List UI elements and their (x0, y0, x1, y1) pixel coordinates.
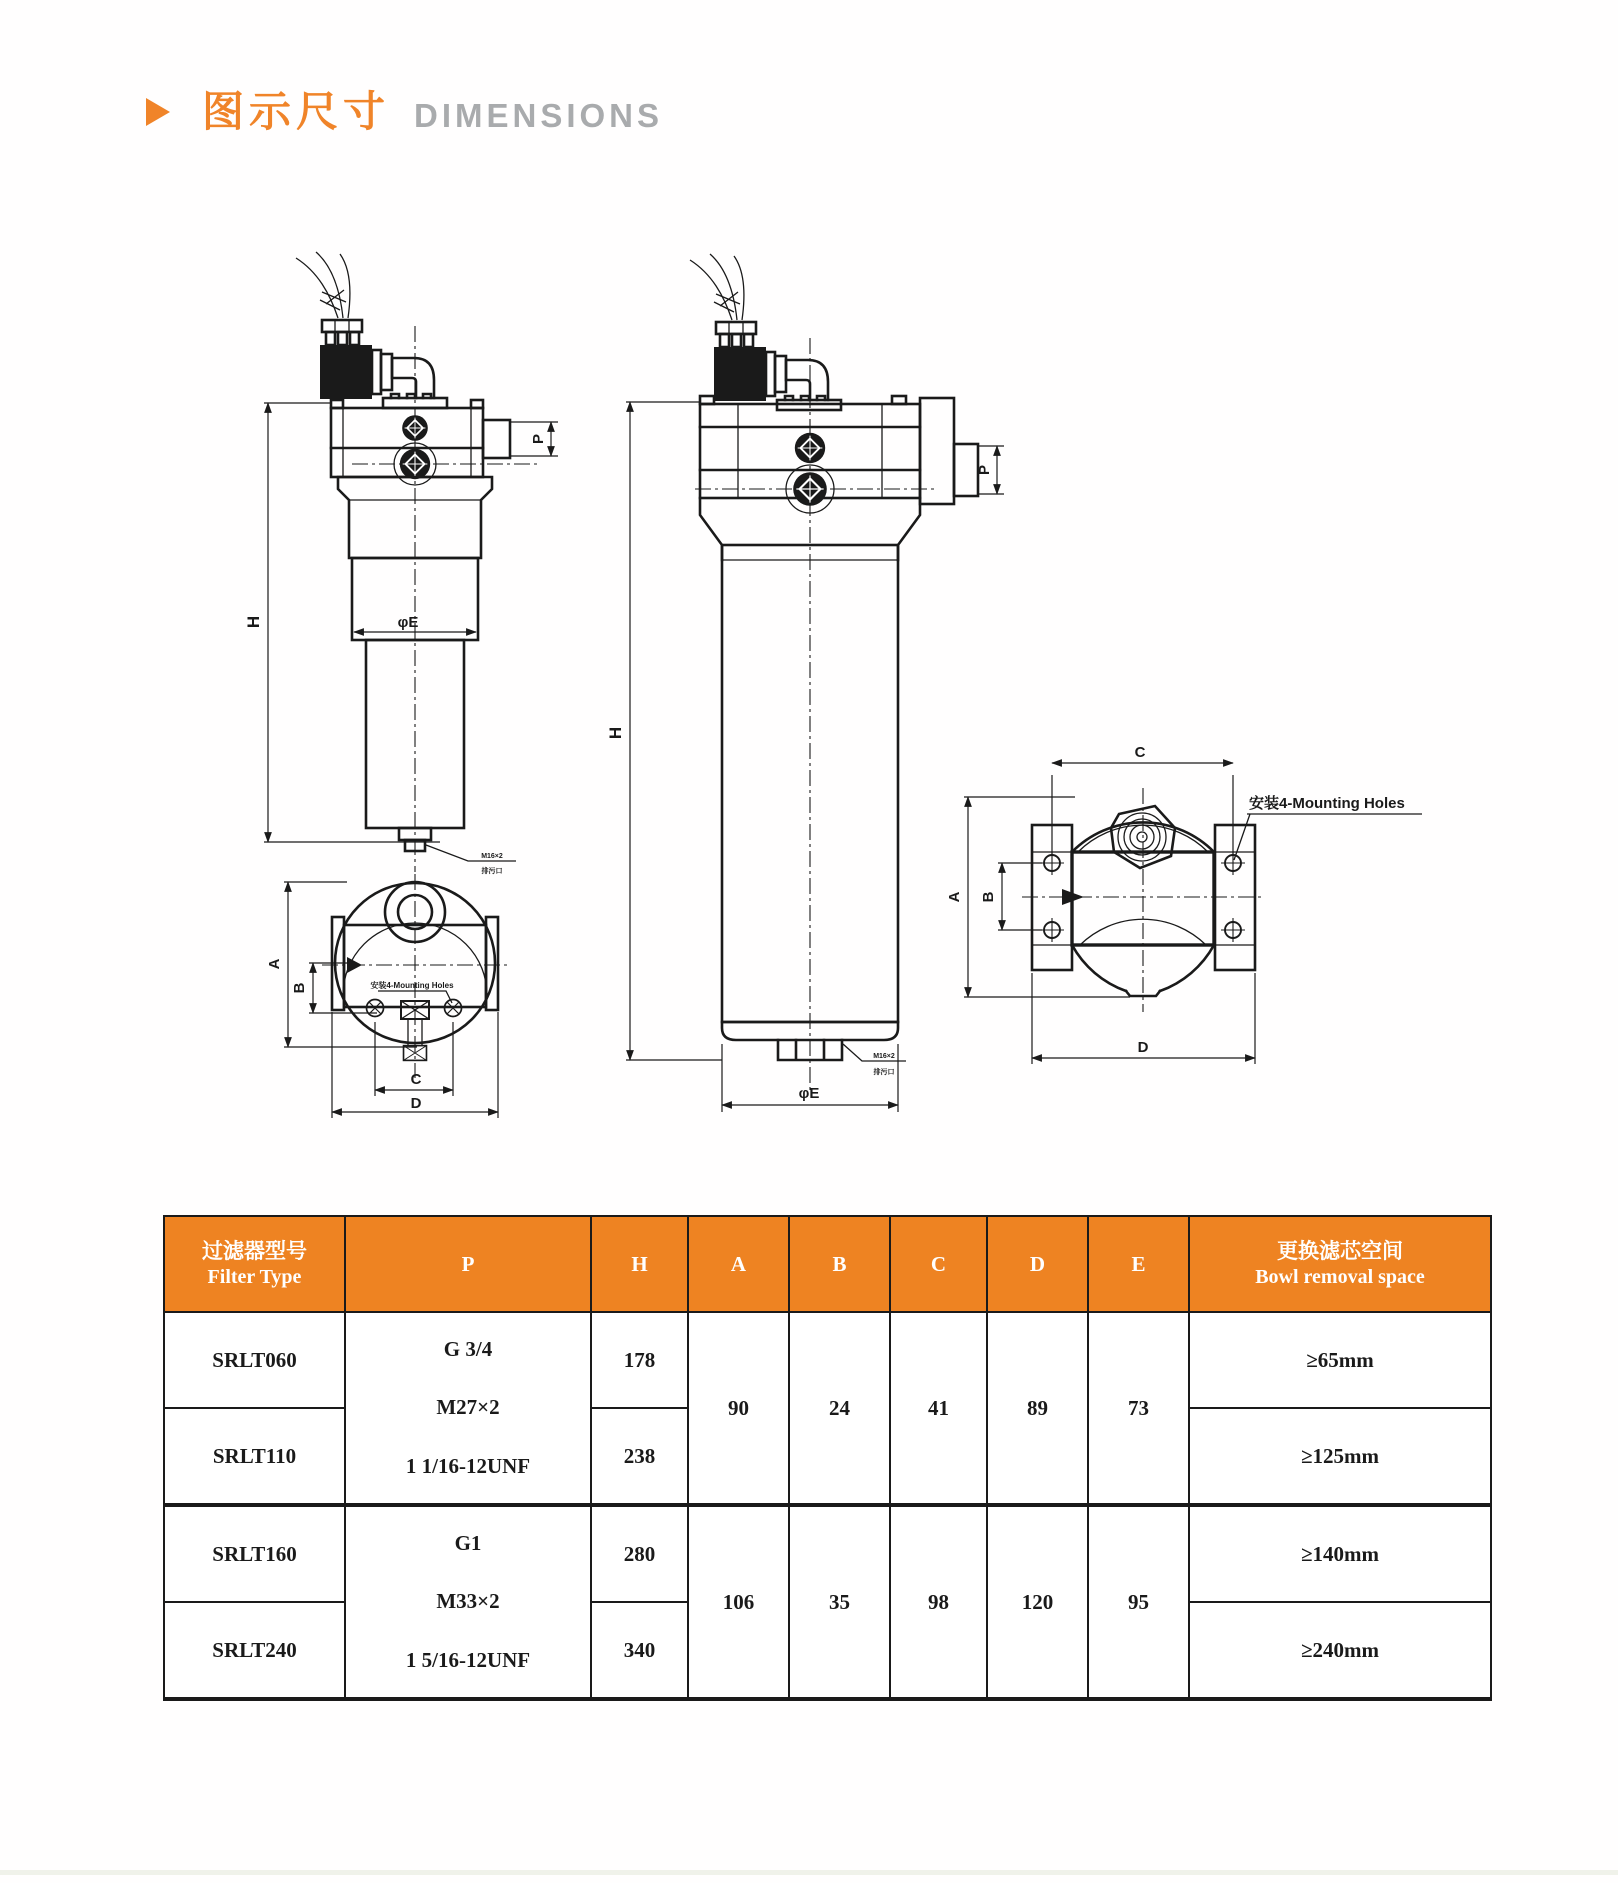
cell-c: 41 (890, 1312, 987, 1505)
cell-bowl-space: ≥240mm (1189, 1602, 1491, 1699)
dim-label-p2: P (976, 464, 993, 476)
col-header-h: H (591, 1216, 688, 1312)
dim-label-b: B (291, 982, 308, 994)
port-thread-line: G1 (454, 1530, 482, 1555)
cell-c: 98 (890, 1505, 987, 1699)
cell-b: 24 (789, 1312, 890, 1505)
port-thread-line: 1 1/16-12UNF (405, 1454, 531, 1479)
dim-label-h: H (244, 615, 263, 629)
table-header-row (164, 1216, 1491, 1312)
cell-bowl-space: ≥65mm (1189, 1312, 1491, 1408)
cell-b: 35 (789, 1505, 890, 1699)
col-header-b: B (789, 1216, 890, 1312)
port-thread-line: M27×2 (436, 1395, 500, 1420)
mounting-holes-label: 安装4-Mounting Holes (1249, 795, 1405, 812)
drawing-side-view-small (244, 252, 558, 875)
drain-note2-line1: M16×2 (873, 1053, 895, 1060)
cell-d: 89 (987, 1312, 1088, 1505)
dim-label-p: P (530, 433, 547, 445)
cell-bowl-space: ≥140mm (1189, 1505, 1491, 1602)
dimensions-table (163, 1215, 1492, 1701)
drain-note-line1: M16×2 (481, 853, 503, 860)
dim-label-d2: D (1137, 1039, 1149, 1056)
drain-note-line2: 排污口 (481, 868, 503, 875)
col-header-p: P (345, 1216, 591, 1312)
mounting-holes-note-small: 安装4-Mounting Holes (370, 981, 454, 990)
cell-h: 280 (591, 1505, 688, 1602)
cell-e: 73 (1088, 1312, 1189, 1505)
dim-label-a: A (266, 958, 283, 970)
col-header-filter-type-zh: 过滤器型号 (202, 1239, 307, 1263)
dim-label-h2: H (606, 726, 625, 740)
cell-port-thread (345, 1312, 591, 1505)
cell-h: 238 (591, 1408, 688, 1505)
dim-label-c2: C (1134, 744, 1146, 761)
cell-d: 120 (987, 1505, 1088, 1699)
cell-model: SRLT110 (164, 1408, 345, 1505)
table-row (164, 1505, 1491, 1602)
col-header-filter-type (164, 1216, 345, 1312)
cell-model: SRLT240 (164, 1602, 345, 1699)
col-header-bowl-removal (1189, 1216, 1491, 1312)
port-thread-line: M33×2 (436, 1589, 500, 1614)
drain-note2-line2: 排污口 (873, 1069, 895, 1076)
table-row (164, 1312, 1491, 1408)
col-header-filter-type-en: Filter Type (207, 1266, 302, 1288)
cell-model: SRLT160 (164, 1505, 345, 1602)
col-header-a: A (688, 1216, 789, 1312)
page-title-en: DIMENSIONS (414, 97, 664, 134)
page-title-zh: 图示尺寸 (202, 87, 391, 136)
page-bottom-divider (0, 1870, 1618, 1875)
drawing-top-view-small (266, 874, 508, 1118)
cell-port-thread (345, 1505, 591, 1699)
drawing-side-view-large (606, 254, 1004, 1112)
col-header-bowl-en: Bowl removal space (1255, 1266, 1425, 1288)
cell-e: 95 (1088, 1505, 1189, 1699)
dim-label-b2: B (980, 891, 997, 903)
col-header-e: E (1088, 1216, 1189, 1312)
cell-bowl-space: ≥125mm (1189, 1408, 1491, 1505)
port-thread-line: 1 5/16-12UNF (405, 1648, 531, 1673)
drawing-top-view-large (946, 744, 1422, 1064)
cell-a: 90 (688, 1312, 789, 1505)
col-header-d: D (987, 1216, 1088, 1312)
dim-label-phi-e2: φE (798, 1085, 820, 1102)
col-header-bowl-zh: 更换滤芯空间 (1277, 1239, 1403, 1263)
col-header-c: C (890, 1216, 987, 1312)
cell-h: 340 (591, 1602, 688, 1699)
cell-a: 106 (688, 1505, 789, 1699)
cell-h: 178 (591, 1312, 688, 1408)
dim-label-phi-e: φE (397, 614, 419, 631)
cell-model: SRLT060 (164, 1312, 345, 1408)
port-thread-line: G 3/4 (443, 1336, 493, 1361)
dim-label-c: C (410, 1071, 422, 1088)
dim-label-d: D (410, 1095, 422, 1112)
dim-label-a2: A (946, 891, 963, 903)
